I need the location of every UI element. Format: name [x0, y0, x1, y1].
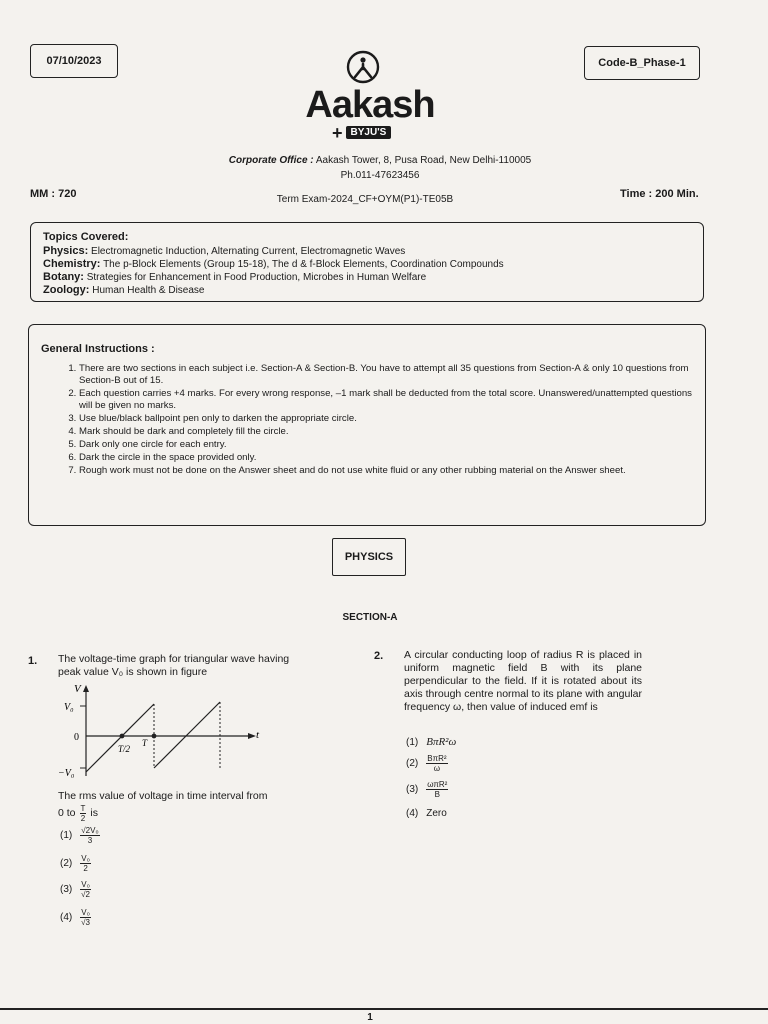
- instruction-item: 1. There are two sections in each subject i.e. Section-A & Section-B. You have to attempt all 35 questions from Section-A & only 10 questions from Section-B out of 15.: [79, 363, 699, 387]
- q2-option-2[interactable]: (2) $\frac{\text{BπR²}}{\omega}$: [406, 754, 447, 773]
- topic-botany: Botany: Strategies for Enhancement in Food Production, Microbes in Human Welfare: [43, 271, 427, 283]
- instruction-item: 6. Dark the circle in the space provided only.: [79, 452, 699, 464]
- question-1-followup: The rms value of voltage in time interval from: [58, 790, 268, 802]
- instructions-list: [57, 363, 699, 478]
- q1-option-4[interactable]: (4) $\frac{\text{V₀}}{√3}$: [60, 908, 90, 927]
- range-fraction: $\frac{T}{2}$: [80, 804, 86, 823]
- question-2-text: A circular conducting loop of radius R is placed in uniform magnetic field B with its plane perpendicular to the field. If it is rotated about its axis through centre normal to its plane with angular frequency ω, then value of induced emf is: [404, 649, 642, 713]
- q2-option-3[interactable]: (3) $\frac{\text{ωπR²}}{B}$: [406, 780, 448, 799]
- exam-date: 07/10/2023: [46, 55, 102, 67]
- exam-time: Time : 200 Min.: [620, 188, 699, 200]
- plus-icon: +: [332, 122, 343, 143]
- axis-neg-v0-label: −V₀: [58, 768, 75, 779]
- question-1-text: The voltage-time graph for triangular wave having peak value V₀ is shown in figure: [58, 653, 290, 678]
- q2-option-4[interactable]: (4) Zero: [406, 808, 447, 819]
- max-marks: MM : 720: [30, 188, 77, 200]
- axis-v-label: V: [74, 683, 81, 695]
- instructions-title: General Instructions :: [41, 343, 155, 355]
- page-number: 1: [367, 1012, 373, 1023]
- section-heading: SECTION-A: [342, 612, 398, 623]
- topic-chemistry: Chemistry: The p-Block Elements (Group 15-18), The d & f-Block Elements, Coordination Compounds: [43, 258, 504, 270]
- date-box: [30, 44, 118, 78]
- axis-t-label: t: [256, 729, 260, 741]
- office-phone: Ph.011-47623456: [340, 170, 420, 181]
- instruction-item: 4. Mark should be dark and completely fill the circle.: [79, 426, 699, 438]
- question-1-range: 0 to $\frac{T}{2}$ is: [58, 804, 98, 823]
- footer-divider: [0, 1008, 768, 1010]
- byjus-label: BYJU'S: [346, 126, 392, 139]
- tick-half-period: T/2: [118, 744, 131, 754]
- instruction-item: 3. Use blue/black ballpoint pen only to darken the appropriate circle.: [79, 413, 699, 425]
- instruction-item: 7. Rough work must not be done on the Answer sheet and do not use white fluid or any other rubbing material on the Answer sheet.: [79, 465, 699, 477]
- question-2-number: 2.: [374, 650, 384, 662]
- general-instructions-box: [28, 324, 706, 526]
- axis-zero-label: 0: [74, 732, 79, 743]
- tick-period: T: [142, 738, 148, 748]
- paper-code: Code-B_Phase-1: [598, 57, 686, 69]
- q1-option-3[interactable]: (3) $\frac{\text{V₀}}{√2}$: [60, 880, 90, 899]
- topics-title: Topics Covered:: [43, 231, 129, 243]
- term-exam-title: Term Exam-2024_CF+OYM(P1)-TE05B: [276, 194, 454, 205]
- office-label: Corporate Office :: [228, 155, 314, 166]
- instruction-item: 2. Each question carries +4 marks. For every wrong response, –1 mark shall be deducted from the total score. Unanswered/unattempted questions will be given no marks.: [79, 388, 699, 412]
- q1-option-1[interactable]: (1) $\frac{\text{√2V₀}}{3}$: [60, 826, 99, 845]
- code-box: [584, 46, 700, 80]
- byjus-badge: [332, 124, 391, 141]
- q1-option-2[interactable]: (2) $\frac{\text{V₀}}{2}$: [60, 854, 90, 873]
- triangular-wave-graph: [56, 682, 266, 780]
- aakash-logo-icon: [346, 50, 380, 84]
- question-1-number: 1.: [28, 655, 38, 667]
- aakash-wordmark: Aakash: [305, 84, 435, 126]
- q2-option-1[interactable]: (1) BπR²ω: [406, 736, 457, 748]
- subject-heading: PHYSICS: [332, 538, 406, 576]
- topic-physics: Physics: Electromagnetic Induction, Alternating Current, Electromagnetic Waves: [43, 245, 406, 257]
- topics-box: [30, 222, 704, 302]
- office-address: Aakash Tower, 8, Pusa Road, New Delhi-110005: [315, 155, 532, 166]
- axis-v0-label: V₀: [64, 702, 74, 713]
- topic-zoology: Zoology: Human Health & Disease: [43, 284, 205, 296]
- instruction-item: 5. Dark only one circle for each entry.: [79, 439, 699, 451]
- corporate-office: [140, 155, 620, 166]
